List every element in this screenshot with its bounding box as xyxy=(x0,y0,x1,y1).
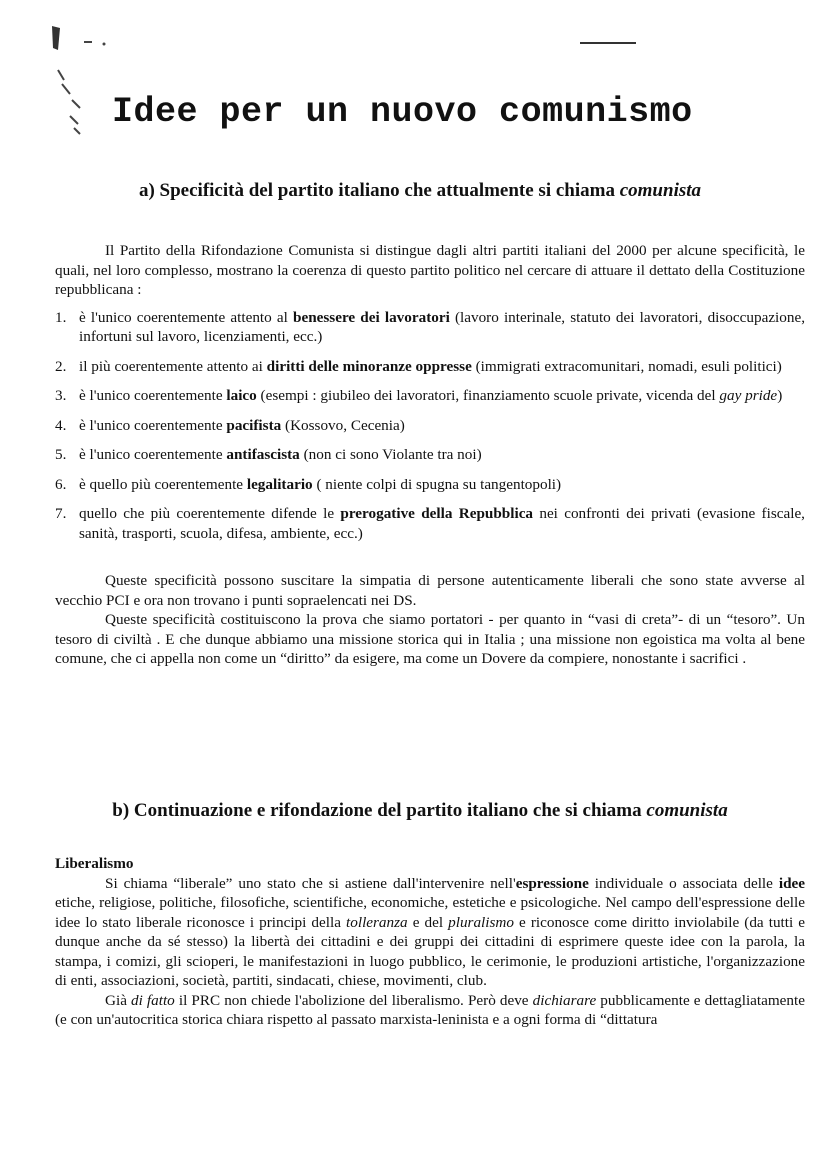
list-item-bold: legalitario xyxy=(246,475,313,493)
scan-marks xyxy=(0,0,840,160)
list-item-bold: prerogative della Repubblica xyxy=(340,505,534,522)
section-b-paragraph-1 xyxy=(55,874,805,991)
paragraph-bold: idee xyxy=(778,874,805,892)
section-b-body xyxy=(55,854,805,1030)
section-b-heading xyxy=(0,800,840,822)
paragraph-em: dichiarare xyxy=(532,991,597,1009)
scan-scratch-mark xyxy=(58,70,80,134)
list-item-number: 7. xyxy=(55,505,67,522)
section-a-heading xyxy=(0,180,840,202)
list-item-text: il più coerentemente attento ai xyxy=(79,357,267,375)
list-item xyxy=(55,386,805,406)
paragraph-text: individuale o associata delle xyxy=(588,874,779,892)
paragraph-bold: espressione xyxy=(515,874,589,892)
list-item-text: è quello più coerentemente xyxy=(79,475,247,493)
paragraph-em: tolleranza xyxy=(346,913,408,931)
scan-smudge-mark xyxy=(52,26,60,50)
list-item-text: nei confronti dei privati (evasione fiscale, sanità, trasporti, scuola, difesa, ambiente, ecc.) xyxy=(79,505,805,542)
section-a-intro: Il Partito della Rifondazione Comunista si distingue dagli altri partiti italiani del 2000 per alcune specificità, le quali, nel loro complesso, mostrano la coerenza di questo partito politico nel cercare di attuare il dettato della Costituzione repubblicana : xyxy=(55,242,805,298)
list-item-text: è l'unico coerentemente xyxy=(79,387,227,404)
scan-dot-mark xyxy=(103,43,106,46)
list-item xyxy=(55,475,805,495)
list-item-text: (esempi : giubileo dei lavoratori, finanziamento scuole private, vicenda del xyxy=(256,387,720,404)
document-title: Idee per un nuovo comunismo xyxy=(112,92,693,132)
list-item xyxy=(55,308,805,347)
paragraph-em: pluralismo xyxy=(448,913,514,931)
list-item-bold: pacifista xyxy=(226,416,282,434)
section-b-heading-text: b) Continuazione e rifondazione del partito italiano che si chiama xyxy=(112,800,647,821)
list-item-text: ( niente colpi di spugna su tangentopoli) xyxy=(312,475,562,493)
list-item-em: gay pride xyxy=(719,387,778,404)
list-item xyxy=(55,416,805,436)
list-item-bold: antifascista xyxy=(226,446,300,463)
liberalismo-subheading: Liberalismo xyxy=(55,855,134,872)
section-a-body xyxy=(55,241,805,669)
list-item-text: (non ci sono Violante tra noi) xyxy=(299,446,482,463)
specificity-list xyxy=(55,308,805,544)
list-item xyxy=(55,504,805,543)
list-item-number: 3. xyxy=(55,387,67,404)
paragraph-text: pubblicamente e dettagliatamente (e con un'autocritica storica chiara rispetto al passato marxista-leninista e a ogni forma di “dittatura xyxy=(55,991,805,1028)
paragraph-text: e riconosce come diritto inviolabile (da tutti e dunque anche da sé stesso) la libertà dei cittadini e dei gruppi dei cittadini di esprimere queste idee con la parola, la stampa, i comizi, gli scioperi, le manifestazioni in luogo pubblico, le cerimonie, le produzioni artistiche, l'organizzazione di enti, associazioni, società, partiti, sindacati, chiese, movimenti, club. xyxy=(55,913,805,989)
section-a-paragraph-1: Queste specificità possono suscitare la simpatia di persone autenticamente liberali che sono state avverse al vecchio PCI e ora non trovano i punti sopraelencati nei DS. xyxy=(55,572,805,609)
section-b-heading-em: comunista xyxy=(646,800,728,821)
list-item xyxy=(55,445,805,465)
section-a-heading-text: a) Specificità del partito italiano che attualmente si chiama xyxy=(138,180,620,201)
list-item-bold: diritti delle minoranze oppresse xyxy=(266,357,472,375)
list-item-number: 1. xyxy=(55,308,67,326)
list-item-text: è l'unico coerentemente xyxy=(79,416,227,434)
list-item-number: 2. xyxy=(55,357,67,375)
list-item-text: (immigrati extracomunitari, nomadi, esuli politici) xyxy=(471,357,782,375)
list-item xyxy=(55,357,805,377)
paragraph-text: il PRC non chiede l'abolizione del liberalismo. Però deve xyxy=(174,991,533,1009)
paragraph-text: Si chiama “liberale” uno stato che si astiene dall'intervenire nell' xyxy=(105,874,516,892)
list-item-text: (Kossovo, Cecenia) xyxy=(281,416,405,434)
paragraph-em: di fatto xyxy=(131,991,175,1009)
paragraph-text: Già xyxy=(105,991,132,1009)
paragraph-text: e del xyxy=(407,913,449,931)
list-item-text: quello che più coerentemente difende le xyxy=(79,505,341,522)
list-item-bold: benessere dei lavoratori xyxy=(293,308,450,326)
list-item-text: è l'unico coerentemente attento al xyxy=(79,308,294,326)
section-a-heading-em: comunista xyxy=(619,180,702,201)
section-b-paragraph-2 xyxy=(55,991,805,1030)
list-item-text: (lavoro interinale, statuto dei lavoratori, disoccupazione, infortuni sul lavoro, licenziamenti, ecc.) xyxy=(79,308,805,345)
section-a-paragraph-2: Queste specificità costituiscono la prova che siamo portatori - per quanto in “vasi di creta”- di un “tesoro”. Un tesoro di civiltà . E che dunque abbiamo una missione storica qui in Italia ; una missione non egoistica ma volta al bene comune, che ci appella non come un “diritto” da esigere, ma come un Dovere da compiere, nonostante i sacrifici . xyxy=(55,611,805,667)
list-item-number: 4. xyxy=(55,416,67,434)
list-item-bold: laico xyxy=(226,387,257,404)
list-item-text: ) xyxy=(777,387,783,404)
list-item-number: 5. xyxy=(55,446,67,463)
paragraph-text: etiche, religiose, politiche, filosofiche, scientifiche, economiche, estetiche e psicologiche. Nel campo dell'espressione delle idee lo stato liberale riconosce i principi della xyxy=(55,894,805,931)
list-item-number: 6. xyxy=(55,475,67,493)
list-item-text: è l'unico coerentemente xyxy=(79,446,227,463)
